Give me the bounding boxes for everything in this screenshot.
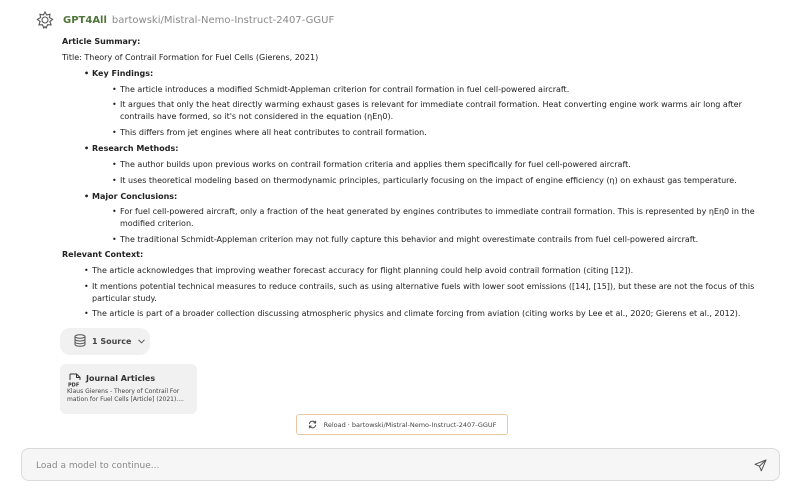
reload-model-button[interactable] — [296, 414, 508, 435]
source-title: Journal Articles — [86, 374, 156, 383]
message-input-container — [21, 448, 780, 481]
app-name: GPT4All — [63, 14, 107, 26]
chevron-down-icon — [138, 337, 145, 346]
model-name: bartowski/Mistral-Nemo-Instruct-2407-GGUF — [111, 14, 335, 26]
sources-toggle-button[interactable] — [60, 328, 150, 355]
list-item: • It mentions potential technical measures to reduce contrails, such as using alternative fuels with lower soot emissions ([14], [15]), but these are not the focus of this particular study. — [84, 282, 755, 303]
source-description: Klaus Gierens - Theory of Contrail For mation for Fuel Cells [Article] (2021).... — [67, 388, 184, 403]
list-item: • The article acknowledges that improving weather forecast accuracy for flight planning could help avoid contrail formation (citing [12]). — [84, 266, 634, 275]
reload-label: Reload · bartowski/Mistral-Nemo-Instruct-2407-GGUF — [323, 420, 497, 429]
summary-heading: Article Summary: — [62, 37, 141, 46]
list-item: • This differs from jet engines where all heat contributes to contrail formation. — [112, 128, 427, 137]
list-item: • For fuel cell-powered aircraft, only a fraction of the heat generated by engines contributes to immediate contrail formation. This is represented by ηEη0 in the modified criterion. — [112, 207, 755, 228]
database-icon — [74, 334, 86, 349]
article-title: Title: Theory of Contrail Formation for Fuel Cells (Gierens, 2021) — [62, 53, 319, 62]
send-icon[interactable] — [754, 459, 767, 472]
gpt4all-logo-icon — [36, 11, 54, 29]
context-heading: Relevant Context: — [62, 250, 144, 259]
source-card[interactable] — [60, 364, 197, 414]
list-item: • The article is part of a broader collection discussing atmospheric physics and climate forcing from aviation (citing works by Lee et al., 2020; Gierens et al., 2012). — [84, 309, 741, 318]
list-item: • It uses theoretical modeling based on thermodynamic principles, particularly focusing on the impact of engine efficiency (η) on exhaust gas temperature. — [112, 176, 737, 185]
list-item: • It argues that only the heat directly warming exhaust gases is relevant for immediate contrail formation. Heat converting engine work warms air long after contrails have formed, so it's not considered in the equation (ηEη0). — [112, 100, 742, 121]
sources-label: 1 Source — [92, 337, 132, 346]
reload-icon — [308, 420, 317, 429]
chat-header — [36, 10, 334, 30]
section-heading: • Research Methods: — [84, 144, 179, 153]
list-item: • The article introduces a modified Schmidt-Appleman criterion for contrail formation in fuel cell-powered aircraft. — [112, 85, 570, 94]
section-heading: • Major Conclusions: — [84, 192, 178, 201]
pdf-badge: PDF — [68, 382, 80, 387]
list-item: • The traditional Schmidt-Appleman criterion may not fully capture this behavior and might overestimate contrails from fuel cell-powered aircraft. — [112, 235, 699, 244]
list-item: • The author builds upon previous works on contrail formation criteria and applies them specifically for fuel cell-powered aircraft. — [112, 160, 631, 169]
message-input[interactable] — [34, 457, 738, 475]
section-heading: • Key Findings: — [84, 69, 154, 78]
